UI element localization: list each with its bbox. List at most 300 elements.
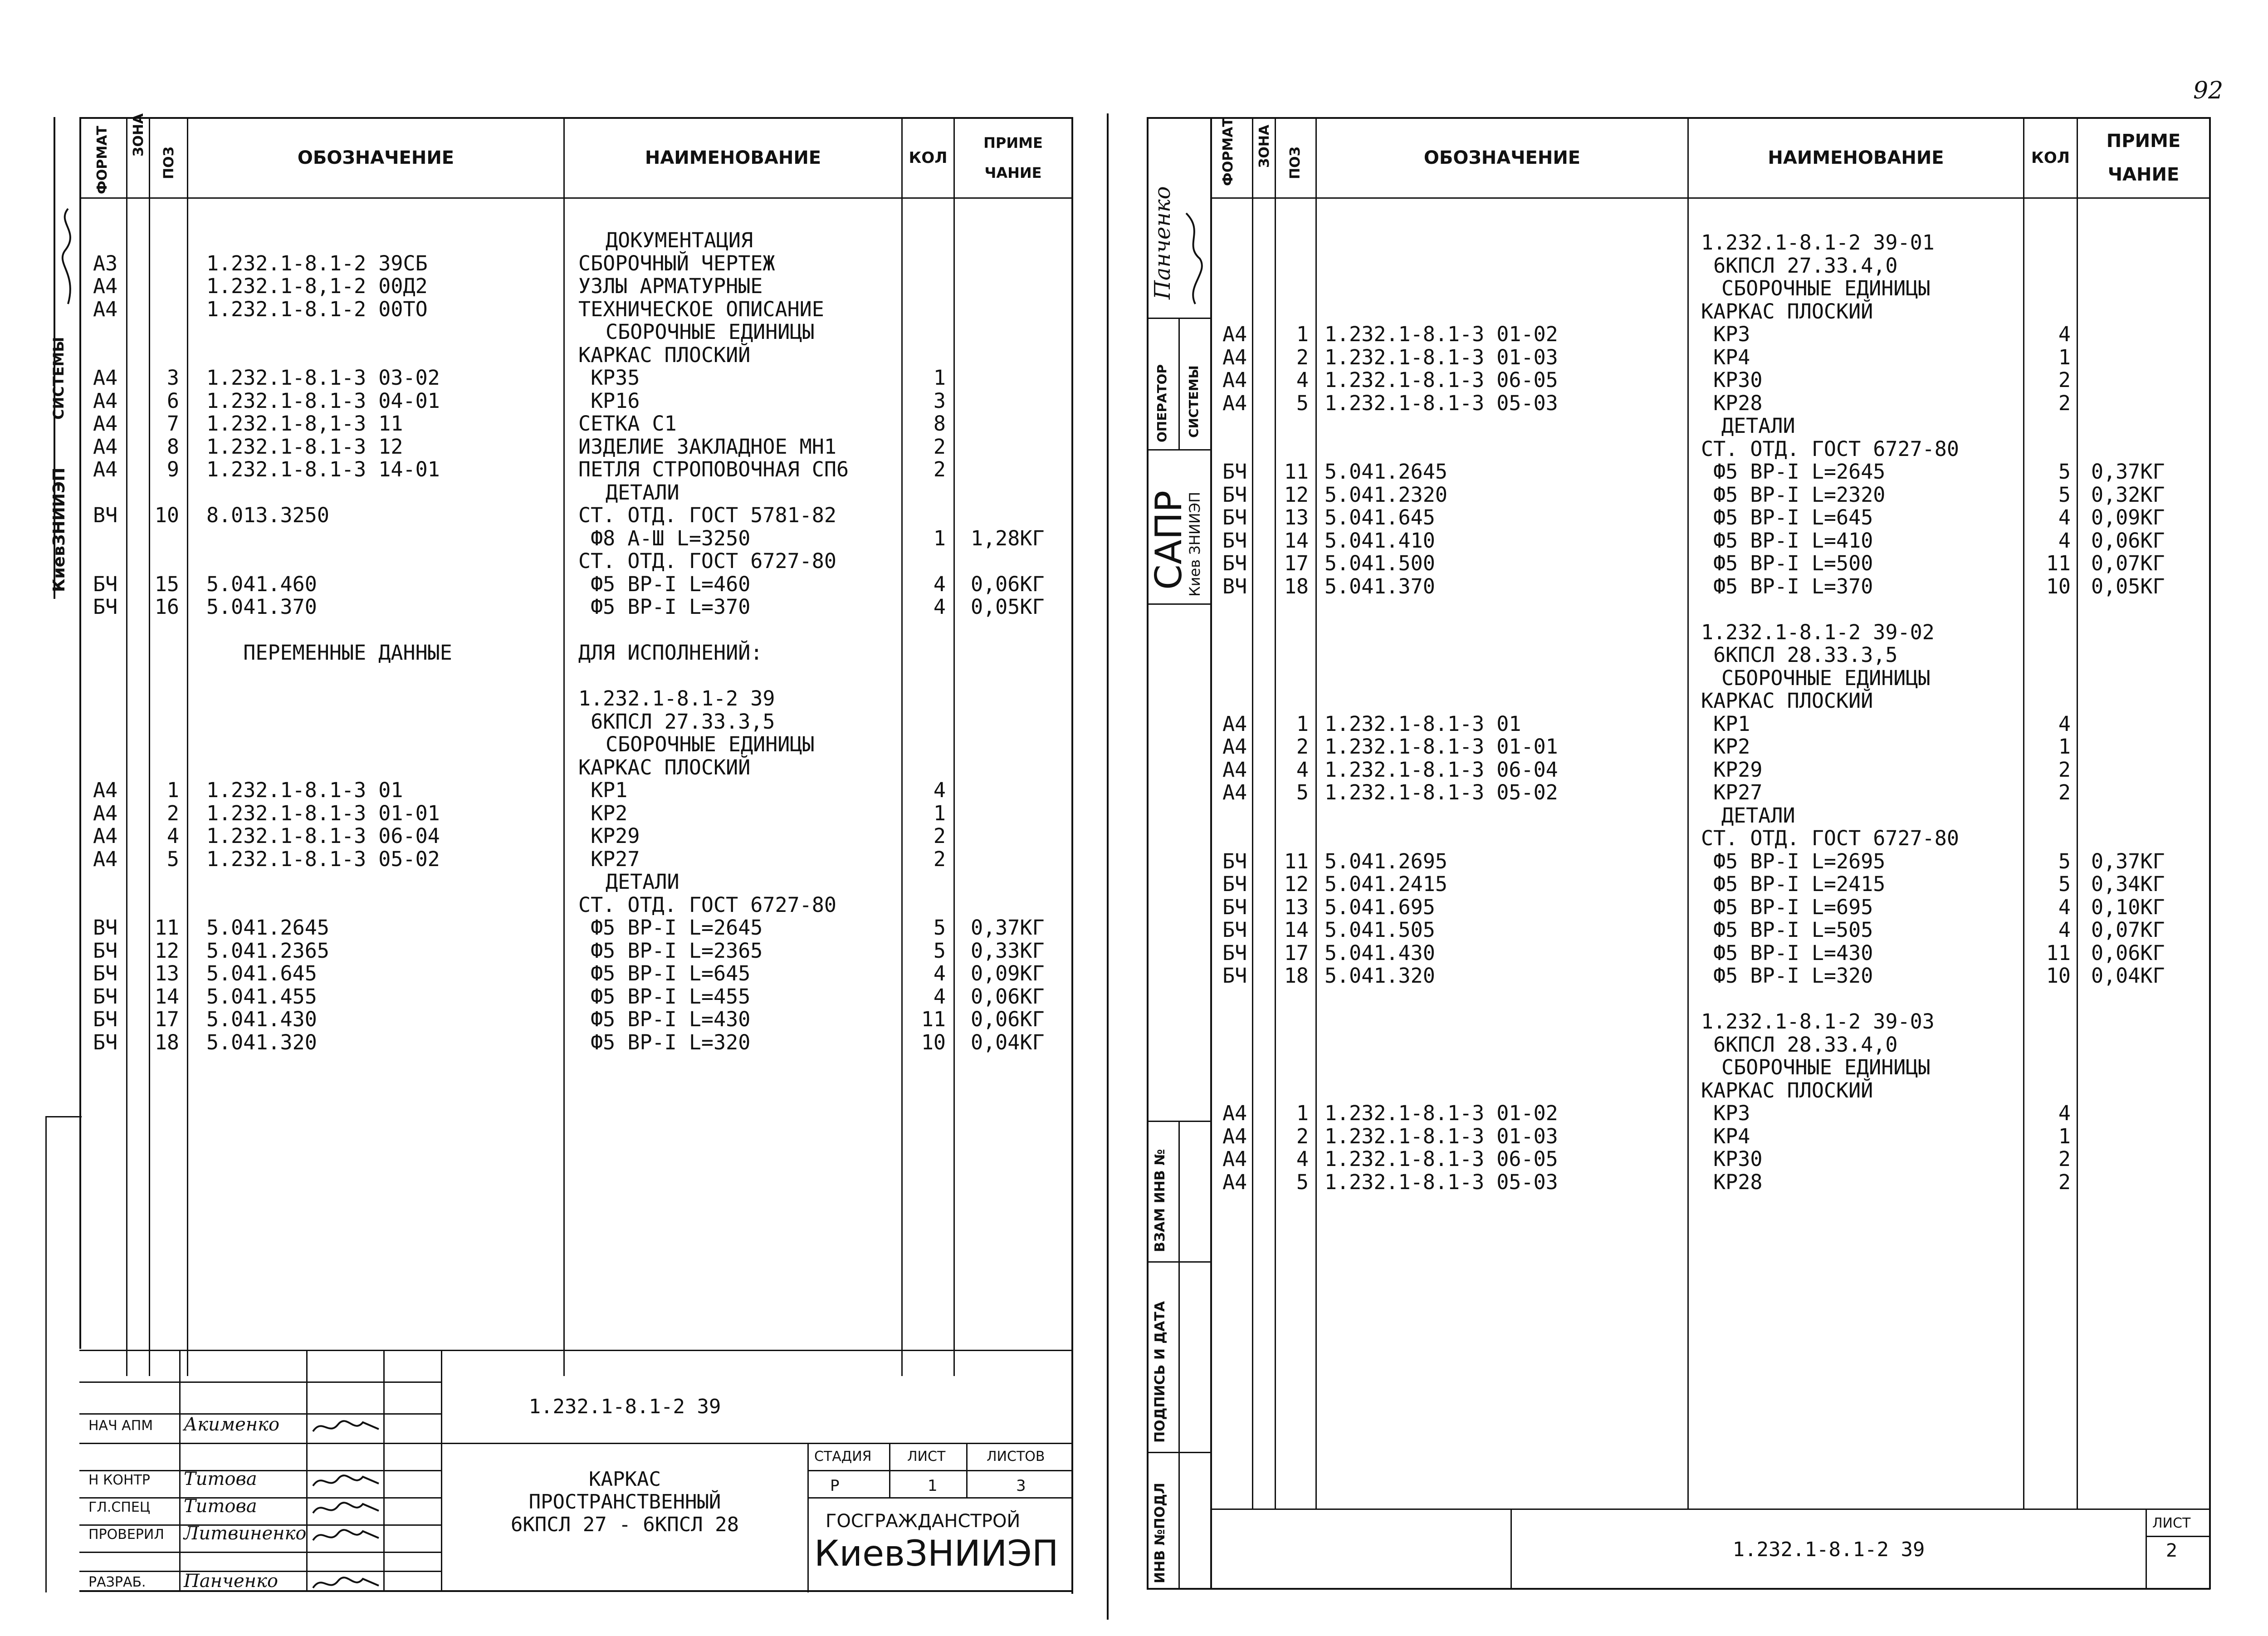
spec-row — [0, 1102, 2268, 1125]
spec-row — [0, 503, 2268, 529]
row-position: 2 — [1296, 735, 1309, 759]
row-quantity: 2 — [2058, 780, 2071, 804]
row-designation: 5.041.695 — [1325, 895, 1435, 919]
right-sheet-number: 2 — [2166, 1540, 2178, 1561]
row-note: 0,37КГ — [971, 916, 1045, 940]
row-designation: 5.041.500 — [1325, 551, 1435, 575]
r-header-name: НАИМЕНОВАНИЕ — [1768, 147, 1944, 168]
row-format: А4 — [93, 274, 118, 298]
row-name: Ф8 А-Ш L=3250 — [578, 526, 751, 550]
stamp-replacement-inv: ВЗАМ ИНВ № — [1152, 1149, 1168, 1252]
row-quantity: 10 — [2046, 574, 2071, 598]
row-position: 18 — [1284, 574, 1309, 598]
row-position: 13 — [1284, 895, 1309, 919]
row-name: ДЕТАЛИ — [606, 870, 679, 894]
signature-mark — [311, 1470, 383, 1493]
row-designation: 1.232.1-8.1-3 01-01 — [1325, 735, 1558, 759]
header-zone: ЗОНА — [131, 113, 147, 157]
spec-row — [0, 297, 2268, 323]
row-note: 1,28КГ — [971, 526, 1045, 550]
row-name: ТЕХНИЧЕСКОЕ ОПИСАНИЕ — [578, 297, 824, 321]
org-line2: КиевЗНИИЭП — [814, 1533, 1059, 1574]
row-quantity: 5 — [2058, 872, 2071, 896]
row-position: 5 — [1296, 391, 1309, 415]
spec-row — [0, 1034, 2268, 1056]
spec-row — [0, 572, 2268, 598]
row-format: А4 — [93, 366, 118, 390]
row-position: 2 — [1296, 1124, 1309, 1148]
row-quantity: 8 — [933, 411, 946, 436]
row-name: 1.232.1-8.1-2 39-02 — [1701, 620, 1935, 644]
row-name: СТ. ОТД. ГОСТ 6727-80 — [1701, 436, 1959, 461]
row-format: БЧ — [93, 1007, 118, 1031]
row-designation: 5.041.460 — [206, 572, 317, 596]
row-name: 1.232.1-8.1-2 39-03 — [1701, 1009, 1935, 1034]
r-header-note-top: ПРИМЕ — [2106, 131, 2181, 152]
row-designation: 1.232.1-8.1-3 01-02 — [1325, 322, 1558, 346]
row-name: ДЛЯ ИСПОЛНЕНИЙ: — [578, 641, 763, 665]
row-quantity: 5 — [933, 938, 946, 963]
r-header-designation: ОБОЗНАЧЕНИЕ — [1423, 147, 1581, 168]
row-designation: 5.041.455 — [206, 984, 317, 1009]
row-quantity: 11 — [921, 1007, 946, 1031]
row-designation: 1.232.1-8.1-3 01-01 — [206, 801, 440, 825]
row-quantity: 1 — [933, 526, 946, 550]
spec-row — [0, 457, 2268, 484]
spec-row — [0, 778, 2268, 804]
row-position: 13 — [154, 961, 179, 985]
row-name: ДОКУМЕНТАЦИЯ — [606, 228, 753, 252]
row-format: БЧ — [93, 1030, 118, 1054]
row-quantity: 11 — [2046, 940, 2071, 965]
role-label: НАЧ АПМ — [88, 1418, 153, 1434]
row-quantity: 4 — [933, 778, 946, 802]
row-position: 12 — [154, 938, 179, 963]
row-format: БЧ — [93, 938, 118, 963]
spec-row — [0, 801, 2268, 828]
row-name: Ф5 ВР-I L=695 — [1701, 895, 1873, 919]
row-name: Ф5 ВР-I L=2645 — [578, 916, 763, 940]
row-name: СТ. ОТД. ГОСТ 6727-80 — [578, 549, 836, 573]
spec-row — [0, 759, 2268, 781]
row-format: БЧ — [1222, 872, 1247, 896]
row-quantity: 4 — [2058, 528, 2071, 553]
row-format: БЧ — [1222, 940, 1247, 965]
header-qty: КОЛ — [909, 149, 948, 167]
row-format: БЧ — [1222, 482, 1247, 507]
row-designation: 1.232.1-8,1-2 00Д2 — [206, 274, 428, 298]
row-name: КР29 — [578, 824, 640, 848]
row-quantity: 4 — [933, 595, 946, 619]
row-position: 3 — [166, 366, 179, 390]
row-position: 1 — [166, 778, 179, 802]
row-name: Ф5 ВР-I L=430 — [578, 1007, 751, 1031]
r-header-qty: КОЛ — [2031, 149, 2070, 167]
row-name: КР28 — [1701, 391, 1763, 415]
row-format: ВЧ — [93, 503, 118, 527]
row-position: 11 — [1284, 849, 1309, 873]
row-quantity: 3 — [933, 388, 946, 413]
row-name: КР1 — [1701, 711, 1750, 736]
row-position: 8 — [166, 434, 179, 459]
row-position: 12 — [1284, 482, 1309, 507]
row-name: КР29 — [1701, 757, 1763, 782]
row-note: 0,32КГ — [2091, 482, 2165, 507]
header-pos: ПОЗ — [161, 147, 177, 179]
row-position: 17 — [1284, 551, 1309, 575]
row-quantity: 2 — [2058, 391, 2071, 415]
signature-mark — [311, 1524, 383, 1547]
spec-row — [0, 988, 2268, 1010]
row-name: СЕТКА С1 — [578, 411, 677, 436]
row-designation: 1.232.1-8.1-3 05-03 — [1325, 391, 1558, 415]
row-designation: 5.041.370 — [1325, 574, 1435, 598]
row-quantity: 2 — [933, 457, 946, 481]
header-name: НАИМЕНОВАНИЕ — [645, 147, 821, 168]
row-name: КР28 — [1701, 1170, 1763, 1194]
row-format: А4 — [93, 457, 118, 481]
role-label: Н КОНТР — [88, 1472, 150, 1488]
spec-row — [0, 434, 2268, 461]
row-designation: 5.041.645 — [206, 961, 317, 985]
row-designation: 5.041.2415 — [1325, 872, 1447, 896]
row-name: Ф5 ВР-I L=500 — [1701, 551, 1873, 575]
row-designation: 1.232.1-8.1-3 01-03 — [1325, 345, 1558, 369]
row-position: 17 — [154, 1007, 179, 1031]
row-format: А4 — [1222, 780, 1247, 804]
row-position: 9 — [166, 457, 179, 481]
row-format: ВЧ — [1222, 574, 1247, 598]
row-name: КАРКАС ПЛОСКИЙ — [1701, 689, 1873, 713]
row-format: А4 — [1222, 1170, 1247, 1194]
row-name: Ф5 ВР-I L=430 — [1701, 940, 1873, 965]
row-position: 4 — [1296, 757, 1309, 782]
row-designation: 1.232.1-8.1-3 05-02 — [1325, 780, 1558, 804]
spec-row — [0, 366, 2268, 392]
row-name: КР4 — [1701, 1124, 1750, 1148]
row-quantity: 4 — [2058, 895, 2071, 919]
spec-row — [0, 415, 2268, 437]
row-position: 12 — [1284, 872, 1309, 896]
row-designation: 1.232.1-8.1-3 01-02 — [1325, 1101, 1558, 1125]
row-name: Ф5 ВР-I L=370 — [1701, 574, 1873, 598]
operator-label: ОПЕРАТОР — [1154, 364, 1169, 442]
row-designation: 5.041.320 — [206, 1030, 317, 1054]
spec-row — [0, 1056, 2268, 1079]
row-designation: 5.041.430 — [206, 1007, 317, 1031]
row-name: КР2 — [578, 801, 628, 825]
row-quantity: 4 — [2058, 711, 2071, 736]
row-name: КАРКАС ПЛОСКИЙ — [578, 755, 751, 779]
left-system-label: СИСТЕМЫ — [50, 337, 67, 420]
row-position: 13 — [1284, 505, 1309, 529]
row-format: А4 — [93, 434, 118, 459]
row-format: А4 — [1222, 1101, 1247, 1125]
spec-row — [0, 732, 2268, 759]
row-name: Ф5 ВР-I L=460 — [578, 572, 751, 596]
row-note: 0,07КГ — [2091, 551, 2165, 575]
row-note: 0,06КГ — [971, 984, 1045, 1009]
row-name: ПЕТЛЯ СТРОПОВОЧНАЯ СП6 — [578, 457, 849, 481]
row-format: БЧ — [93, 984, 118, 1009]
row-quantity: 2 — [2058, 1170, 2071, 1194]
spec-row — [0, 690, 2268, 712]
spec-row — [0, 824, 2268, 850]
row-designation: 1.232.1-8.1-3 06-05 — [1325, 368, 1558, 392]
row-note: 0,33КГ — [971, 938, 1045, 963]
row-quantity: 4 — [2058, 1101, 2071, 1125]
row-name: КР30 — [1701, 1147, 1763, 1171]
row-designation: 5.041.410 — [1325, 528, 1435, 553]
row-name: Ф5 ВР-I L=645 — [1701, 505, 1873, 529]
spec-row — [0, 870, 2268, 896]
page-number: 92 — [2193, 77, 2224, 104]
row-position: 18 — [154, 1030, 179, 1054]
row-name: ИЗДЕЛИЕ ЗАКЛАДНОЕ МН1 — [578, 434, 836, 459]
row-name: СБОРОЧНЫЕ ЕДИНИЦЫ — [606, 732, 815, 756]
row-quantity: 10 — [2046, 964, 2071, 988]
row-quantity: 2 — [933, 434, 946, 459]
right-org-label: Киев ЗНИИЭП — [1186, 491, 1203, 597]
row-name: Ф5 ВР-I L=455 — [578, 984, 751, 1009]
row-designation: 8.013.3250 — [206, 503, 329, 527]
spec-row — [0, 641, 2268, 667]
sapr-label: САПР — [1148, 490, 1190, 590]
row-designation: 5.041.370 — [206, 595, 317, 619]
row-format: А4 — [93, 297, 118, 321]
spec-row — [0, 343, 2268, 369]
row-format: А4 — [93, 388, 118, 413]
row-format: А4 — [1222, 322, 1247, 346]
row-quantity: 4 — [933, 961, 946, 985]
row-position: 6 — [166, 388, 179, 413]
r-header-note-bottom: ЧАНИЕ — [2107, 164, 2180, 185]
r-header-pos: ПОЗ — [1287, 147, 1303, 179]
row-designation: 1.232.1-8.1-3 06-04 — [1325, 757, 1558, 782]
spec-row — [0, 320, 2268, 346]
row-position: 17 — [1284, 940, 1309, 965]
row-position: 4 — [1296, 1147, 1309, 1171]
row-format: А4 — [1222, 1147, 1247, 1171]
row-format: БЧ — [1222, 895, 1247, 919]
row-designation: 1.232.1-8.1-2 39СБ — [206, 251, 428, 275]
role-label: ПРОВЕРИЛ — [88, 1527, 164, 1543]
row-position: 2 — [166, 801, 179, 825]
row-designation: ПЕРЕМЕННЫЕ ДАННЫЕ — [206, 641, 452, 665]
row-note: 0,05КГ — [971, 595, 1045, 619]
row-note: 0,10КГ — [2091, 895, 2165, 919]
row-quantity: 10 — [921, 1030, 946, 1054]
row-name: Ф5 ВР-I L=2415 — [1701, 872, 1886, 896]
spec-row — [0, 274, 2268, 300]
row-name: СБОРОЧНЫЕ ЕДИНИЦЫ — [1721, 276, 1931, 300]
row-position: 1 — [1296, 1101, 1309, 1125]
row-format: БЧ — [93, 572, 118, 596]
row-position: 4 — [1296, 368, 1309, 392]
right-sheet-label: ЛИСТ — [2152, 1515, 2191, 1531]
spec-row — [0, 549, 2268, 575]
row-format: БЧ — [93, 595, 118, 619]
row-position: 14 — [1284, 918, 1309, 942]
row-designation: 5.041.2695 — [1325, 849, 1447, 873]
row-name: 1.232.1-8.1-2 39 — [578, 686, 775, 710]
row-position: 5 — [1296, 780, 1309, 804]
row-note: 0,04КГ — [971, 1030, 1045, 1054]
row-designation: 5.041.2365 — [206, 938, 329, 963]
row-format: А3 — [93, 251, 118, 275]
row-name: КР27 — [1701, 780, 1763, 804]
row-name: 1.232.1-8.1-2 39-01 — [1701, 230, 1935, 255]
row-name: КАРКАС ПЛОСКИЙ — [1701, 1078, 1873, 1102]
stamp-original-inv: ИНВ №ПОДЛ — [1152, 1483, 1168, 1583]
row-name: ДЕТАЛИ — [1721, 414, 1795, 438]
row-name: Ф5 ВР-I L=370 — [578, 595, 751, 619]
row-format: БЧ — [93, 961, 118, 985]
row-designation: 1.232.1-8.1-3 03-02 — [206, 366, 440, 390]
header-note-bottom: ЧАНИЕ — [984, 164, 1042, 181]
row-format: А4 — [1222, 345, 1247, 369]
row-format: БЧ — [1222, 964, 1247, 988]
row-format: А4 — [93, 847, 118, 871]
row-position: 7 — [166, 411, 179, 436]
row-format: А4 — [1222, 1124, 1247, 1148]
row-name: КР3 — [1701, 322, 1750, 346]
role-label: РАЗРАБ. — [88, 1574, 146, 1590]
row-note: 0,37КГ — [2091, 849, 2165, 873]
row-name: КР1 — [578, 778, 628, 802]
row-position: 16 — [154, 595, 179, 619]
row-designation: 1.232.1-8.1-3 05-02 — [206, 847, 440, 871]
row-name: ДЕТАЛИ — [1721, 803, 1795, 828]
row-name: СТ. ОТД. ГОСТ 6727-80 — [578, 892, 836, 917]
row-format: А4 — [1222, 391, 1247, 415]
spec-row — [0, 892, 2268, 919]
row-designation: 1.232.1-8.1-3 06-04 — [206, 824, 440, 848]
row-name: СБОРОЧНЫЕ ЕДИНИЦЫ — [1721, 666, 1931, 690]
row-note: 0,06КГ — [2091, 940, 2165, 965]
row-note: 0,37КГ — [2091, 460, 2165, 484]
row-quantity: 5 — [2058, 460, 2071, 484]
row-name: Ф5 ВР-I L=320 — [1701, 964, 1873, 988]
row-name: 6КПСЛ 27.33.4,0 — [1701, 253, 1898, 278]
row-designation: 5.041.2320 — [1325, 482, 1447, 507]
row-name: Ф5 ВР-I L=410 — [1701, 528, 1873, 553]
row-designation: 1.232.1-8.1-3 12 — [206, 434, 403, 459]
row-quantity: 11 — [2046, 551, 2071, 575]
row-designation: 5.041.2645 — [206, 916, 329, 940]
row-quantity: 1 — [2058, 735, 2071, 759]
row-name: Ф5 ВР-I L=505 — [1701, 918, 1873, 942]
row-format: БЧ — [1222, 460, 1247, 484]
spec-row — [0, 938, 2268, 965]
row-name: 6КПСЛ 28.33.3,5 — [1701, 643, 1898, 667]
r-header-format: ФОРМАТ — [1220, 118, 1236, 186]
row-designation: 1.232.1-8.1-3 01 — [1325, 711, 1521, 736]
spec-row — [0, 847, 2268, 873]
row-format: А4 — [1222, 368, 1247, 392]
right-system-label: СИСТЕМЫ — [1186, 365, 1201, 438]
row-quantity: 1 — [2058, 1124, 2071, 1148]
row-format: ВЧ — [93, 916, 118, 940]
row-name: СБОРОЧНЫЙ ЧЕРТЕЖ — [578, 251, 775, 275]
row-format: БЧ — [1222, 551, 1247, 575]
role-label: ГЛ.СПЕЦ — [88, 1499, 151, 1515]
spec-row — [0, 526, 2268, 553]
row-quantity: 2 — [933, 847, 946, 871]
left-title-line1: КАРКАС — [589, 1468, 661, 1491]
row-position: 5 — [166, 847, 179, 871]
row-name: СБОРОЧНЫЕ ЕДИНИЦЫ — [606, 320, 815, 344]
spec-row — [0, 595, 2268, 621]
row-designation: 1.232.1-8,1-3 11 — [206, 411, 403, 436]
row-note: 0,05КГ — [2091, 574, 2165, 598]
row-note: 0,07КГ — [2091, 918, 2165, 942]
stamp-signature-date: ПОДПИСЬ И ДАТА — [1152, 1301, 1168, 1443]
row-format: БЧ — [1222, 849, 1247, 873]
row-name: Ф5 ВР-I L=2320 — [1701, 482, 1886, 507]
right-doc-code: 1.232.1-8.1-2 39 — [1732, 1538, 1925, 1561]
row-quantity: 2 — [933, 824, 946, 848]
row-name: СТ. ОТД. ГОСТ 6727-80 — [1701, 826, 1959, 850]
row-quantity: 4 — [933, 984, 946, 1009]
header-note-top: ПРИМЕ — [983, 134, 1043, 152]
row-position: 18 — [1284, 964, 1309, 988]
row-name: СТ. ОТД. ГОСТ 5781-82 — [578, 503, 836, 527]
left-title-line3: 6КПСЛ 27 - 6КПСЛ 28 — [510, 1513, 739, 1536]
signature-mark — [311, 1497, 383, 1520]
row-designation: 1.232.1-8.1-3 01 — [206, 778, 403, 802]
row-name: КР35 — [578, 366, 640, 390]
spec-row — [0, 1079, 2268, 1102]
row-name: КР4 — [1701, 345, 1750, 369]
row-name: КАРКАС ПЛОСКИЙ — [1701, 299, 1873, 323]
row-position: 14 — [1284, 528, 1309, 553]
row-name: КАРКАС ПЛОСКИЙ — [578, 343, 751, 367]
org-line1: ГОСГРАЖДАНСТРОЙ — [826, 1511, 1021, 1532]
row-format: БЧ — [1222, 918, 1247, 942]
spec-row — [0, 1125, 2268, 1148]
row-quantity: 4 — [933, 572, 946, 596]
row-quantity: 1 — [933, 366, 946, 390]
spec-row — [0, 1148, 2268, 1171]
row-designation: 1.232.1-8.1-3 04-01 — [206, 388, 440, 413]
spec-row — [0, 713, 2268, 735]
role-person-name: Литвиненко — [184, 1523, 307, 1544]
row-designation: 1.232.1-8.1-3 14-01 — [206, 457, 440, 481]
role-person-name: Титова — [184, 1496, 257, 1517]
row-note: 0,06КГ — [971, 1007, 1045, 1031]
row-position: 11 — [1284, 460, 1309, 484]
sheets-value: 3 — [1016, 1477, 1026, 1495]
signature-mark — [311, 1416, 383, 1438]
spec-row — [0, 255, 2268, 277]
row-designation: 5.041.2645 — [1325, 460, 1447, 484]
row-name: КР3 — [1701, 1101, 1750, 1125]
role-person-name: Акименко — [184, 1414, 280, 1435]
role-person-name: Титова — [184, 1469, 257, 1489]
signature-mark — [311, 1572, 383, 1595]
row-quantity: 5 — [933, 916, 946, 940]
row-name: Ф5 ВР-I L=320 — [578, 1030, 751, 1054]
row-quantity: 4 — [2058, 918, 2071, 942]
row-name: КР2 — [1701, 735, 1750, 759]
row-quantity: 4 — [2058, 505, 2071, 529]
row-position: 15 — [154, 572, 179, 596]
row-designation: 5.041.430 — [1325, 940, 1435, 965]
row-format: БЧ — [1222, 528, 1247, 553]
header-designation: ОБОЗНАЧЕНИЕ — [297, 147, 455, 168]
row-note: 0,09КГ — [971, 961, 1045, 985]
